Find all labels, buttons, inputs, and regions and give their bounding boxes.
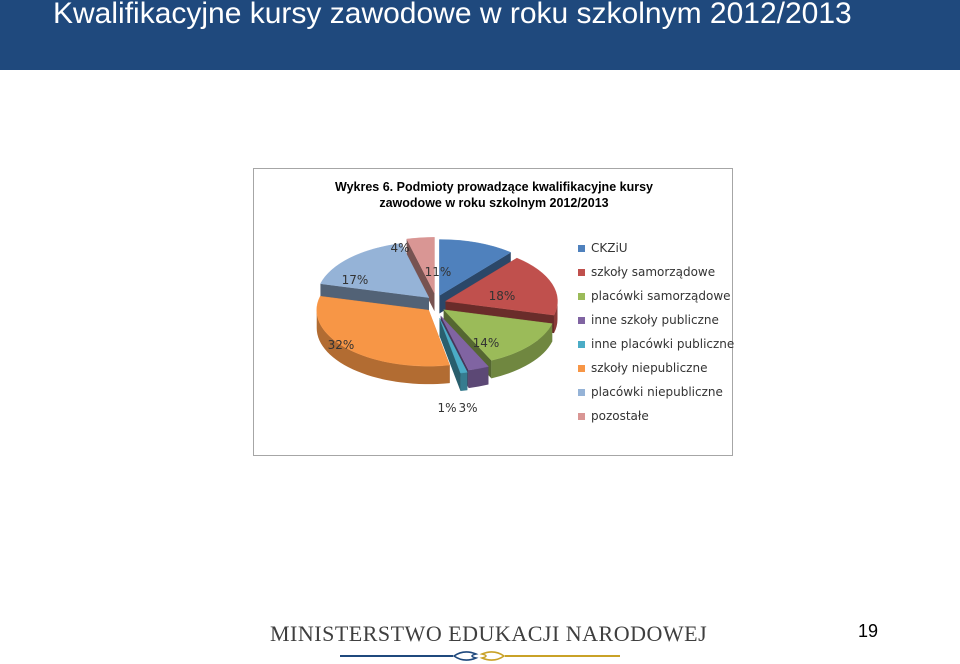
pie-data-label: 14% <box>472 336 500 350</box>
logo-underline-left <box>340 655 453 657</box>
pie-data-label: 4% <box>390 241 410 255</box>
legend-swatch <box>578 341 585 348</box>
legend-label: placówki samorządowe <box>591 289 731 303</box>
pie-data-label: 3% <box>458 401 478 415</box>
legend-label: pozostałe <box>591 409 649 423</box>
slide-title: Kwalifikacyjne kursy zawodowe w roku szkolnym 2012/2013 <box>53 0 852 30</box>
pie-data-label: 1% <box>437 401 457 415</box>
pie-data-label: 17% <box>341 273 369 287</box>
legend-label: inne szkoły publiczne <box>591 313 719 327</box>
legend-swatch <box>578 245 585 252</box>
legend-label: szkoły niepubliczne <box>591 361 708 375</box>
legend-label: placówki niepubliczne <box>591 385 723 399</box>
chart-title-line1: Wykres 6. Podmioty prowadzące kwalifikacyjne kursy <box>335 180 653 194</box>
legend-swatch <box>578 389 585 396</box>
legend-label: szkoły samorządowe <box>591 265 716 279</box>
legend-swatch <box>578 293 585 300</box>
legend-swatch <box>578 269 585 276</box>
legend-swatch <box>578 317 585 324</box>
logo-emblem-icon <box>452 648 506 664</box>
logo-underline-right <box>505 655 620 657</box>
slide-header <box>0 0 960 70</box>
pie-data-label: 18% <box>488 289 516 303</box>
ministry-logo: MINISTERSTWO EDUKACJI NARODOWEJ <box>270 621 708 646</box>
legend-swatch <box>578 413 585 420</box>
page-number: 19 <box>857 621 878 641</box>
legend-label: inne placówki publiczne <box>591 337 735 351</box>
pie-data-label: 11% <box>424 265 452 279</box>
pie-data-label: 32% <box>327 338 355 352</box>
legend-swatch <box>578 365 585 372</box>
chart-frame <box>253 168 733 456</box>
chart-title-line2: zawodowe w roku szkolnym 2012/2013 <box>379 196 609 210</box>
legend-label: CKZiU <box>591 241 628 255</box>
